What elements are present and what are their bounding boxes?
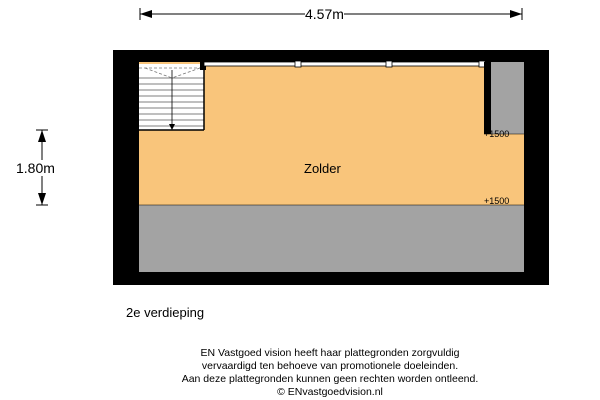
inner-wall-right <box>484 62 491 134</box>
truss-marker-2 <box>386 61 392 67</box>
truss-marker-1 <box>295 61 301 67</box>
room-name: Zolder <box>304 161 341 176</box>
disclaimer-line-1: EN Vastgoed vision heeft haar plattegronden zorgvuldig <box>200 347 460 359</box>
floor-name: 2e verdieping <box>126 305 205 320</box>
top-wall-line <box>204 62 486 66</box>
height-tag-lower: +1500 <box>484 196 510 206</box>
width-label: 4.57m <box>305 6 344 22</box>
height-tag-upper: +1500 <box>484 129 510 139</box>
disclaimer-line-2: vervaardigd ten behoeve van promotionele doeleinden. <box>201 360 459 372</box>
disclaimer-line-3: Aan deze plattegronden kunnen geen rechten worden ontleend. <box>181 373 479 385</box>
disclaimer-line-4: © ENvastgoedvision.nl <box>277 386 383 398</box>
height-label: 1.80m <box>16 160 55 176</box>
disclaimer <box>100 347 560 399</box>
